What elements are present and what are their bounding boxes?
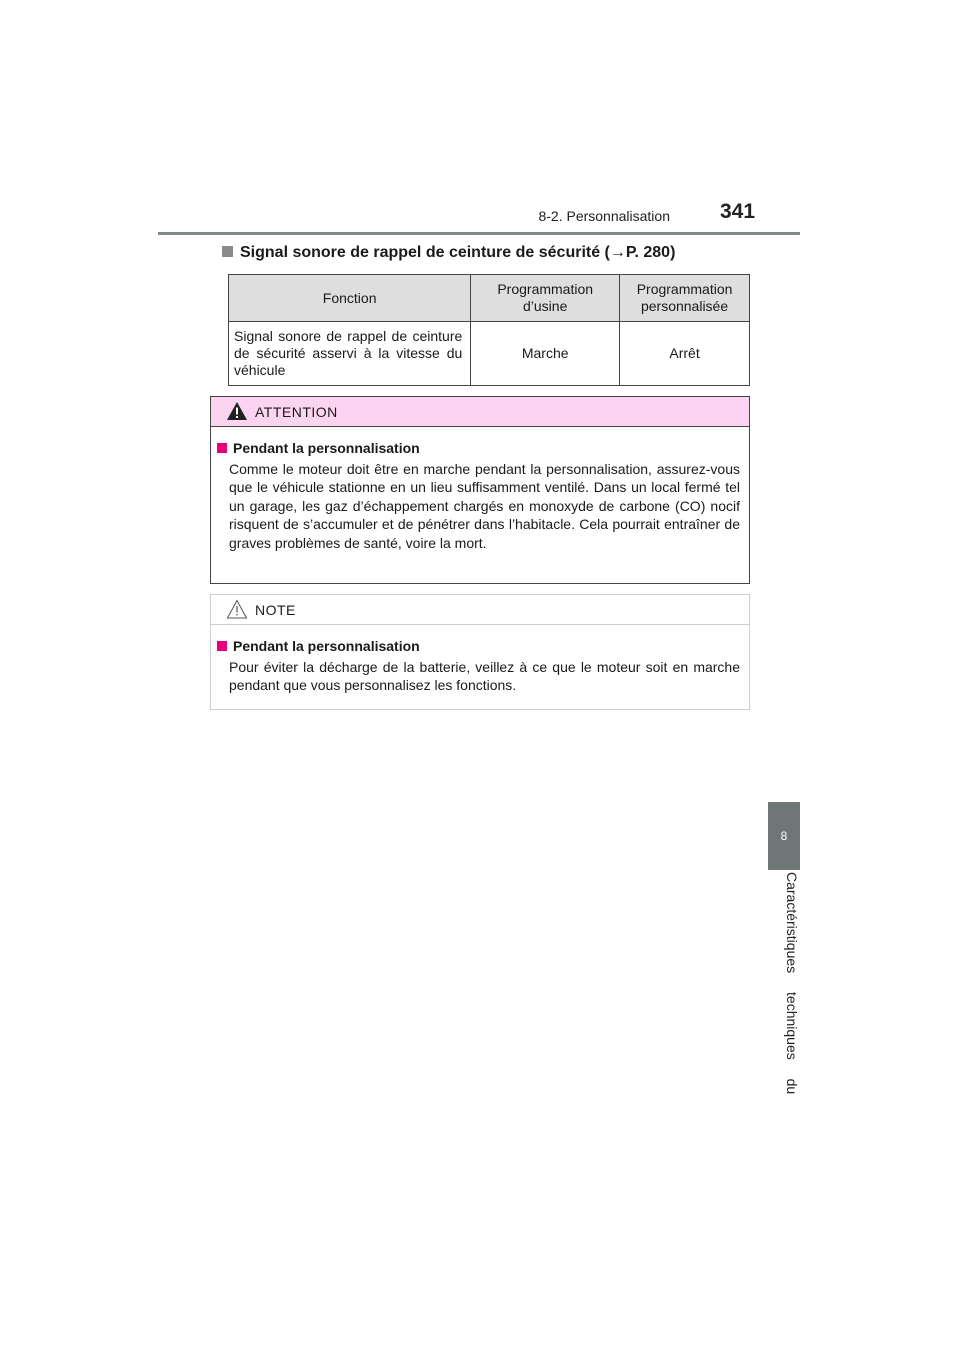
table-header-row <box>229 275 750 322</box>
table-row <box>229 322 750 386</box>
note-box <box>210 594 750 710</box>
attention-label: ATTENTION <box>255 404 338 420</box>
column-header-factory: Programmation d’usine <box>471 275 620 322</box>
attention-item-title <box>217 439 740 458</box>
chapter-number: 8 <box>780 829 788 843</box>
note-header <box>211 595 749 625</box>
note-item-title <box>217 637 740 656</box>
square-bullet-icon <box>222 246 233 257</box>
header-section-title: 8-2. Personnalisation <box>538 208 670 224</box>
warning-triangle-icon <box>226 401 248 421</box>
note-label: NOTE <box>255 602 296 618</box>
attention-item-title-text: Pendant la personnalisation <box>233 440 420 456</box>
note-item-text: Pour éviter la décharge de la batterie, veillez à ce que le moteur soit en marche pendant que vous personnalisez les fonctions. <box>229 658 740 693</box>
subheading-text: Signal sonore de rappel de ceinture de sécurité (→P. 280) <box>240 244 676 261</box>
cell-function: Signal sonore de rappel de ceinture de sécurité asservi à la vitesse du véhicule <box>229 322 471 386</box>
cell-factory: Marche <box>471 322 620 386</box>
chapter-title: Caractéristiques techniques du <box>784 872 800 1095</box>
page-number: 341 <box>720 200 756 223</box>
caution-outline-triangle-icon <box>226 599 248 619</box>
magenta-square-bullet-icon <box>217 641 227 651</box>
attention-box <box>210 396 750 584</box>
subheading <box>222 244 675 262</box>
note-item-title-text: Pendant la personnalisation <box>233 638 420 654</box>
attention-body <box>211 427 749 552</box>
customization-table <box>228 274 750 386</box>
header-rule <box>158 232 800 235</box>
note-body <box>211 625 749 695</box>
attention-item-text: Comme le moteur doit être en marche pendant la personnalisation, assurez-vous que le véhicule stationne en un lieu suffisamment ventilé. Dans un local fermé tel un garage, les gaz d’échappement chargés en monoxyde de carbone (CO) nocif risquent de s’accumuler et de pénétrer dans l’habitacle. Cela pourrait entraîner de graves problèmes de santé, voire la mort. <box>229 460 740 551</box>
column-header-function: Fonction <box>229 275 471 322</box>
column-header-custom: Programmation personnalisée <box>620 275 750 322</box>
magenta-square-bullet-icon <box>217 443 227 453</box>
attention-header <box>211 397 749 427</box>
cell-custom: Arrêt <box>620 322 750 386</box>
chapter-tab <box>768 802 800 870</box>
